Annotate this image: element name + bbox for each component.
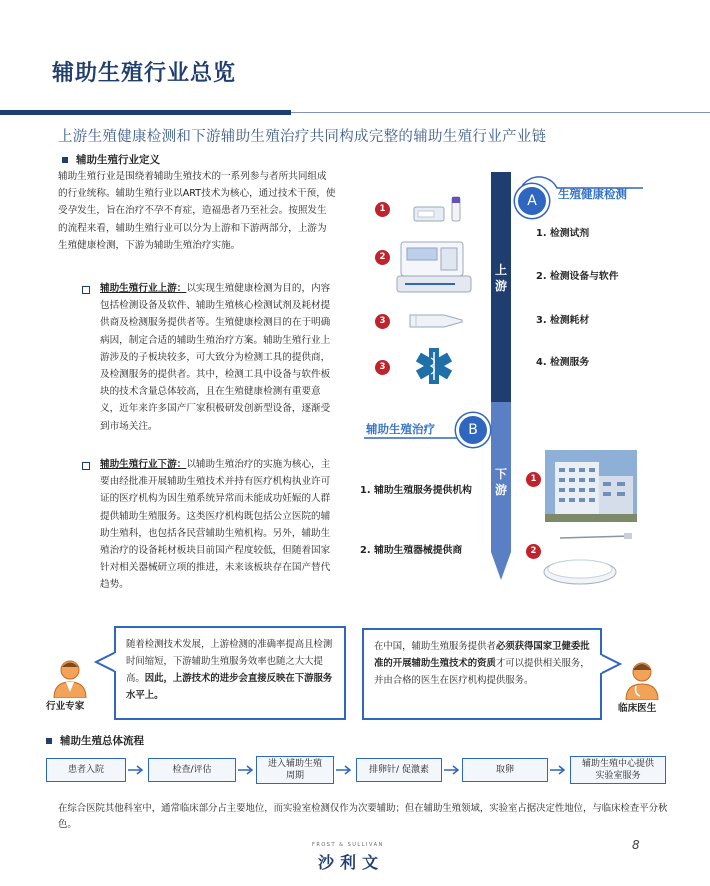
flow-step: 检查/评估 [148, 758, 236, 782]
doctor-quote-box [362, 628, 602, 720]
flow-step: 排卵针/ 促激素 [356, 758, 442, 782]
logo-main-text: 沙利文 [318, 853, 385, 872]
page-number: 8 [632, 838, 640, 852]
flow-heading [46, 733, 144, 748]
title-underline-bar [0, 110, 291, 115]
upstream-item-label: 4. 检测服务 [536, 357, 590, 368]
upstream-heading: 生殖健康检测 [558, 187, 627, 201]
flow-arrow-icon [444, 765, 462, 775]
upstream-item-number: 3 [375, 360, 390, 375]
chain-arrows [488, 172, 518, 580]
doctor-label: 临床医生 [618, 703, 657, 714]
pipette-tip-icon [408, 310, 464, 332]
downstream-vertical-label [493, 466, 509, 498]
flow-arrow-icon [238, 765, 256, 775]
upstream-item-label: 2. 检测设备与软件 [536, 271, 619, 282]
upstream-item-label: 1. 检测试剂 [536, 228, 590, 239]
upstream-item-number: 3 [375, 314, 390, 329]
downstream-item-label: 1. 辅助生殖服务提供机构 [360, 485, 472, 496]
analyzer-machine-icon [395, 236, 477, 300]
definition-text: 辅助生殖行业是围绕着辅助生殖技术的一系列参与者所共同组成的行业统称。辅助生殖行业以ART技术为核心，通过技术干预，使受孕发生，旨在治疗不孕不育症，造福患者乃至社会。按照发生的流程来看，辅助生殖行业可以分为上游和下游两部分，上游为生殖健康检测，下游为辅助生殖治疗实施。 [58, 171, 336, 251]
expert-label: 行业专家 [46, 701, 85, 712]
clinical-doctor-avatar-icon [624, 660, 660, 700]
downstream-description [82, 456, 337, 594]
upstream-text: 以实现生殖健康检测为目的，内容包括检测设备及软件、辅助生殖核心检测试剂及耗材提供商及检测服务提供者等。生殖健康检测目的在于明确病因，制定合适的辅助生殖治疗方案。辅助生殖行业上游涉及的子板块较多，可大致分为检测工具的提供商，及检测服务的提供者。其中，检测工具中设备与软件板块的技术含量总体较高，且在生殖健康检测有重要意义，近年来许多国产厂家积极研发创新型设备，逐渐受到市场关注。 [100, 283, 331, 432]
downstream-text: 以辅助生殖治疗的实施为核心，主要由经批准开展辅助生殖技术并持有医疗机构执业许可证的医疗机构为因生殖系统异常而未能成功妊娠的人群提供辅助生殖服务。这类医疗机构既包括公立医院的辅助生殖科，也包括各民营辅助生殖机构。另外，辅助生殖治疗的设备耗材板块目前国产程度较低，但随着国家针对相关器械研立项的推进，未来该板块存在国产替代趋势。 [100, 459, 331, 591]
hollow-bullet-icon [82, 286, 90, 294]
expert-quote-pointer [94, 650, 116, 674]
doctor-quote-bold: 必须获得国家卫健委批准的开展辅助生殖技术的资质 [374, 641, 590, 669]
doctor-quote-pointer [600, 652, 622, 676]
downstream-heading: 辅助生殖治疗 [366, 422, 435, 436]
hospital-building-icon [545, 450, 637, 522]
upstream-char-2: 游 [494, 279, 507, 293]
flow-arrow-icon [550, 765, 568, 775]
upstream-description [82, 280, 337, 435]
flow-arrow-icon [336, 765, 354, 775]
downstream-item-number: 1 [526, 472, 541, 487]
doctor-quote-text-2: 才可以提供相关服务，并由合格的医生在医疗机构提供服务。 [374, 658, 590, 686]
industry-expert-avatar-icon [52, 658, 88, 698]
downstream-char-1: 下 [494, 467, 507, 481]
downstream-item-label: 2. 辅助生殖器械提供商 [360, 545, 463, 556]
upstream-item-number: 1 [375, 202, 390, 217]
doctor-quote-text-1: 在中国，辅助生殖服务提供者 [374, 641, 496, 652]
upstream-badge: A [515, 184, 549, 218]
footer-note: 在综合医院其他科室中，通常临床部分占主要地位，而实验室检测仅作为次要辅助；但在辅助生殖领域，实验室占据决定性地位，与临床检查平分秋色。 [58, 803, 668, 830]
expert-quote-text: 随着检测技术发展，上游检测的准确率提高且检测时间缩短，下游辅助生殖服务效率也随之大大提高。 [126, 639, 333, 684]
bullet-square-icon [62, 157, 68, 163]
flow-step: 辅助生殖中心提供实验室服务 [570, 756, 666, 784]
downstream-badge: B [456, 413, 490, 447]
petri-dish-needle-icon [540, 528, 636, 588]
medical-star-of-life-icon [414, 346, 454, 386]
title-underline-line [291, 112, 710, 113]
flow-arrow-icon [128, 765, 146, 775]
upstream-label: 辅助生殖行业上游： [100, 283, 187, 294]
flow-step: 患者入院 [46, 758, 126, 782]
page-subtitle: 上游生殖健康检测和下游辅助生殖治疗共同构成完整的辅助生殖行业产业链 [58, 129, 547, 145]
reagent-kit-icon [410, 193, 468, 229]
flow-step: 进入辅助生殖周期 [256, 756, 334, 784]
upstream-vertical-label [493, 262, 509, 294]
downstream-item-number: 2 [526, 544, 541, 559]
upstream-item-number: 2 [375, 250, 390, 265]
upstream-char-1: 上 [494, 263, 507, 277]
definition-heading-text: 辅助生殖行业定义 [76, 154, 160, 166]
hollow-bullet-icon [82, 462, 90, 470]
flow-heading-text: 辅助生殖总体流程 [60, 735, 144, 747]
logo-small-text: FROST & SULLIVAN [312, 842, 384, 848]
downstream-char-2: 游 [494, 483, 507, 497]
flow-step: 取卵 [462, 758, 548, 782]
bullet-square-icon [46, 738, 52, 744]
downstream-label: 辅助生殖行业下游： [100, 459, 187, 470]
expert-quote-box [114, 626, 346, 720]
page-title: 辅助生殖行业总览 [52, 61, 237, 86]
expert-quote-bold: 因此，上游技术的进步会直接反映在下游服务水平上。 [126, 673, 333, 701]
definition-heading [62, 152, 160, 167]
upstream-item-label: 3. 检测耗材 [536, 315, 590, 326]
